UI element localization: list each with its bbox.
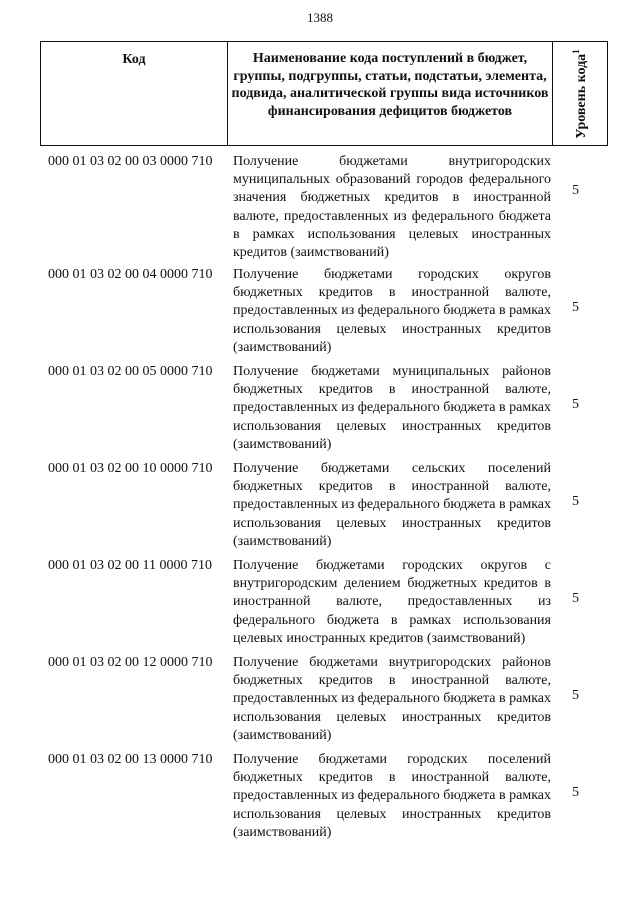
row-name: Получение бюджетами внутригородских муниципальных образований городов федерального значения бюджетных кредитов в иностранной валюте, предоставленных из федерального бюджета в рамках использования целевых иностранных кредитов (заимствований) <box>233 154 551 261</box>
row-level: 5 <box>572 397 579 412</box>
row-code: 000 01 03 02 00 04 0000 710 <box>48 267 213 282</box>
row-level: 5 <box>572 494 579 509</box>
row-level: 5 <box>572 591 579 606</box>
header-code: Код <box>41 42 228 145</box>
row-level: 5 <box>572 183 579 198</box>
row-name: Получение бюджетами внутригородских районов бюджетных кредитов в иностранной валюте, предоставленных из федерального бюджета в рамках использования целевых иностранных кредитов (заимствований) <box>233 655 551 743</box>
row-code: 000 01 03 02 00 12 0000 710 <box>48 655 213 670</box>
row-level: 5 <box>572 785 579 800</box>
row-name: Получение бюджетами городских округов бюджетных кредитов в иностранной валюте, предоставленных из федерального бюджета в рамках использования целевых иностранных кредитов (заимствований) <box>233 267 551 355</box>
row-level: 5 <box>572 688 579 703</box>
row-name: Получение бюджетами муниципальных районов бюджетных кредитов в иностранной валюте, предоставленных из федерального бюджета в рамках использования целевых иностранных кредитов (заимствований) <box>233 364 551 452</box>
row-code: 000 01 03 02 00 05 0000 710 <box>48 364 213 379</box>
header-name: Наименование кода поступлений в бюджет, группы, подгруппы, статьи, подстатьи, элемента, подвида, аналитической группы вида источников финансирования дефицитов бюджетов <box>228 42 553 145</box>
row-level: 5 <box>572 300 579 315</box>
page-number: 1388 <box>307 10 333 25</box>
row-code: 000 01 03 02 00 03 0000 710 <box>48 154 213 169</box>
header-level-cell <box>553 42 605 145</box>
table-header <box>40 41 608 146</box>
header-level <box>568 49 590 138</box>
row-code: 000 01 03 02 00 10 0000 710 <box>48 461 213 476</box>
row-name: Получение бюджетами городских поселений бюджетных кредитов в иностранной валюте, предоставленных из федерального бюджета в рамках использования целевых иностранных кредитов (заимствований) <box>233 752 551 840</box>
row-name: Получение бюджетами сельских поселений бюджетных кредитов в иностранной валюте, предоставленных из федерального бюджета в рамках использования целевых иностранных кредитов (заимствований) <box>233 461 551 549</box>
header-level-footnote: 1 <box>571 48 582 54</box>
row-code: 000 01 03 02 00 11 0000 710 <box>48 558 212 573</box>
header-level-label: Уровень кода <box>573 53 589 139</box>
row-name: Получение бюджетами городских округов с внутригородским делением бюджетных кредитов в иностранной валюте, предоставленных из федерального бюджета в рамках использования целевых иностранных кредитов (заимствований) <box>233 558 551 646</box>
row-code: 000 01 03 02 00 13 0000 710 <box>48 752 213 767</box>
